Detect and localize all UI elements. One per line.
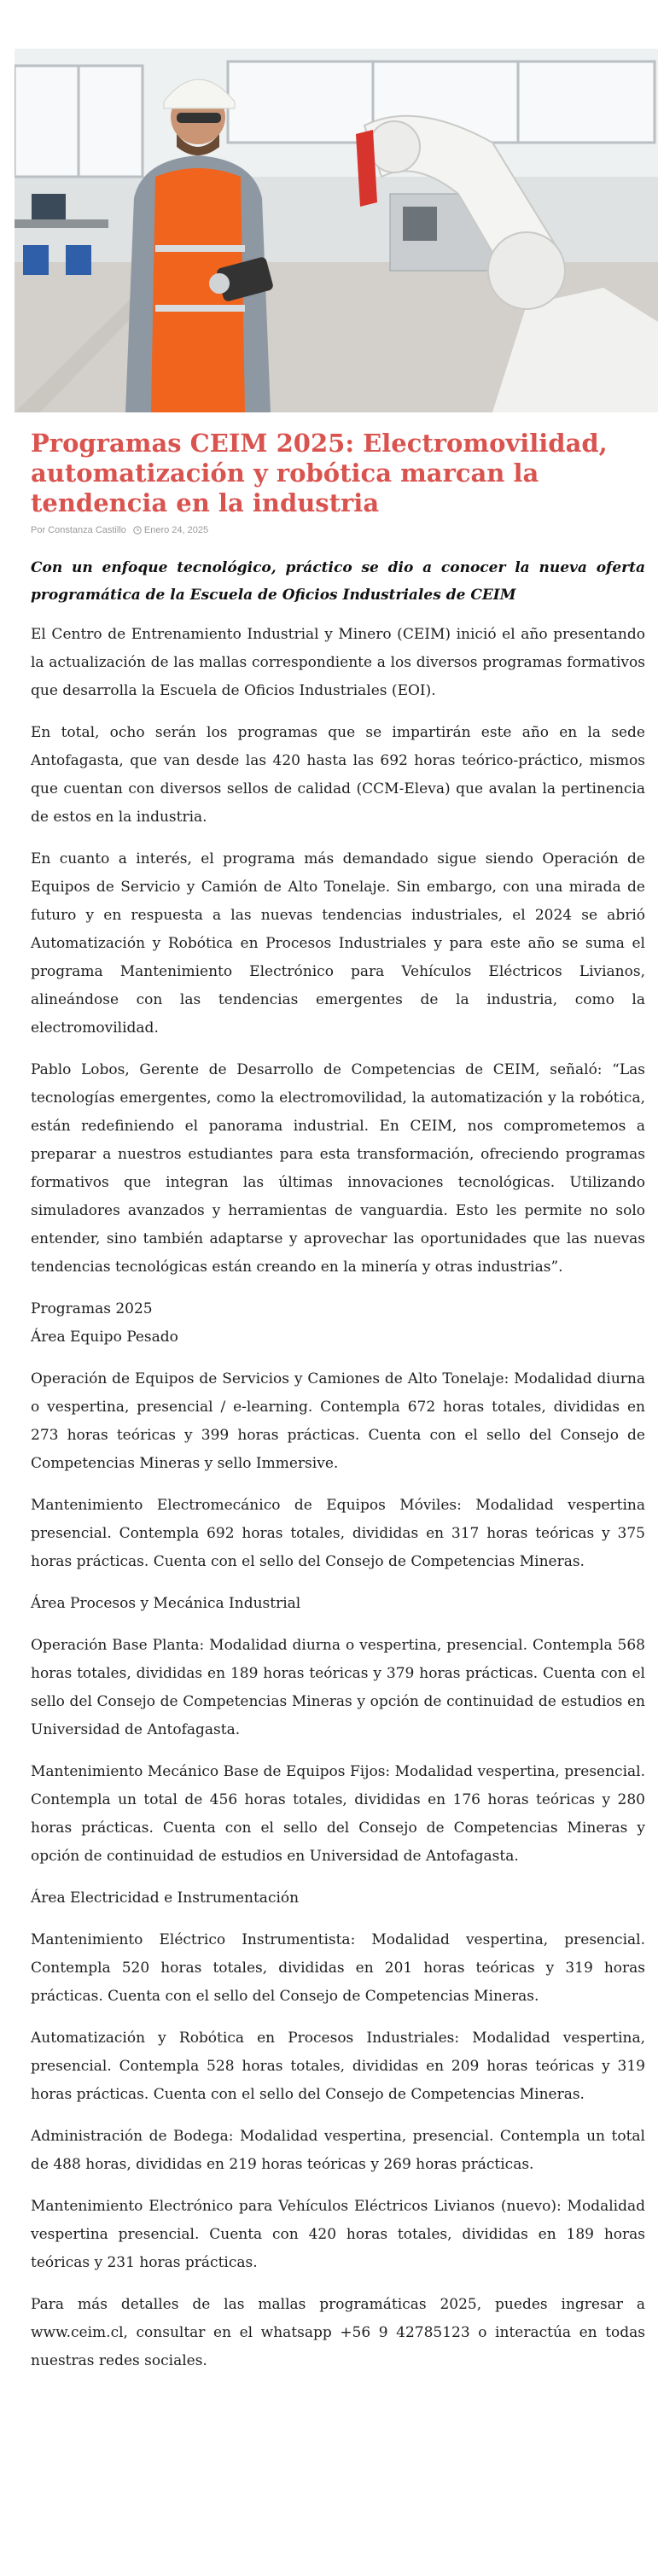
area-heading: Área Equipo Pesado	[31, 1329, 178, 1346]
article-body	[31, 429, 645, 2389]
paragraph: En total, ocho serán los programas que se impartirán este año en la sede Antofagasta, que van desde las 420 hasta las 692 horas teórico-práctico, mismos que cuentan con diversos sellos de calidad (CCM-Eleva) que avalan la pertinencia de estos en la industria.	[31, 724, 645, 826]
program-item: Operación Base Planta: Modalidad diurna o vespertina, presencial. Contempla 568 horas totales, divididas en 189 horas teóricas y 379 horas prácticas. Cuenta con el sello del Consejo de Competencias Mineras y opción de continuidad de estudios en Universidad de Antofagasta.	[31, 1637, 645, 1738]
article-author: Por Constanza Castillo	[31, 525, 126, 535]
hero-illustration	[15, 49, 658, 412]
program-item: Mantenimiento Eléctrico Instrumentista: Modalidad vespertina, presencial. Contempla 520 horas totales, divididas en 201 horas teóricas y 319 horas prácticas. Cuenta con el sello del Consejo de Competencias Mineras.	[31, 1931, 645, 2005]
program-item: Administración de Bodega: Modalidad vespertina, presencial. Contempla un total de 488 horas, divididas en 219 horas teóricas y 269 horas prácticas.	[31, 2128, 645, 2173]
area-heading: Área Electricidad e Instrumentación	[31, 1890, 300, 1907]
closing-paragraph: Para más detalles de las mallas programáticas 2025, puedes ingresar a www.ceim.cl, consultar en el whatsapp +56 9 42785123 o interactúa en todas nuestras redes sociales.	[31, 2296, 645, 2369]
program-item: Operación de Equipos de Servicios y Camiones de Alto Tonelaje: Modalidad diurna o vespertina, presencial / e-learning. Contempla 672 horas totales, divididas en 273 horas teóricas y 399 horas prácticas. Cuenta con el sello del Consejo de Competencias Mineras y sello Immersive.	[31, 1370, 645, 1472]
program-item: Mantenimiento Electrónico para Vehículos Eléctricos Livianos (nuevo): Modalidad vespertina presencial. Cuenta con 420 horas totales, divididas en 189 horas teóricas y 231 horas prácticas.	[31, 2198, 645, 2271]
area-heading: Área Procesos y Mecánica Industrial	[31, 1595, 301, 1612]
programs-heading: Programas 2025	[31, 1300, 153, 1317]
program-item: Automatización y Robótica en Procesos Industriales: Modalidad vespertina, presencial. Contempla 528 horas totales, divididas en 209 horas teóricas y 319 horas prácticas. Cuenta con el sello del Consejo de Competencias Mineras.	[31, 2030, 645, 2103]
paragraph: En cuanto a interés, el programa más demandado sigue siendo Operación de Equipos de Servicio y Camión de Alto Tonelaje. Sin embargo, con una mirada de futuro y en respuesta a las nuevas tendencias industriales, el 2024 se abrió Automatización y Robótica en Procesos Industriales y para este año se suma el programa Mantenimiento Electrónico para Vehículos Eléctricos Livianos, alineándose con las tendencias emergentes de la industria, como la electromovilidad.	[31, 850, 645, 1037]
program-item: Mantenimiento Mecánico Base de Equipos Fijos: Modalidad vespertina, presencial. Contempla un total de 456 horas totales, divididas en 176 horas teóricas y 280 horas prácticas. Cuenta con el sello del Consejo de Competencias Mineras y opción de continuidad de estudios en Universidad de Antofagasta.	[31, 1763, 645, 1865]
article-lead: Con un enfoque tecnológico, práctico se dio a conocer la nueva oferta programática de la Escuela de Oficios Industriales de CEIM	[31, 559, 645, 604]
article-title: Programas CEIM 2025: Electromovilidad, automatización y robótica marcan la tendencia en la industria	[31, 429, 608, 517]
clock-icon	[133, 526, 142, 534]
paragraph: Pablo Lobos, Gerente de Desarrollo de Competencias de CEIM, señaló: “Las tecnologías emergentes, como la electromovilidad, la automatización y la robótica, están redefiniendo el panorama industrial. En CEIM, nos comprometemos a preparar a nuestros estudiantes para esta transformación, ofreciendo programas formativos que integran las últimas innovaciones tecnológicas. Utilizando simuladores avanzados y herramientas de vanguardia. Esto les permite no solo entender, sino también adaptarse y aprovechar las oportunidades que las nuevas tendencias tecnológicas están creando en la minería y otras industrias”.	[31, 1061, 645, 1276]
program-item: Mantenimiento Electromecánico de Equipos Móviles: Modalidad vespertina presencial. Contempla 692 horas totales, divididas en 317 horas teóricas y 375 horas prácticas. Cuenta con el sello del Consejo de Competencias Mineras.	[31, 1497, 645, 1570]
article-date: Enero 24, 2025	[143, 525, 209, 535]
article-meta	[31, 525, 645, 535]
paragraph: El Centro de Entrenamiento Industrial y Minero (CEIM) inició el año presentando la actualización de las mallas correspondiente a los diversos programas formativos que desarrolla la Escuela de Oficios Industriales (EOI).	[31, 626, 645, 699]
hero-image	[15, 49, 658, 412]
